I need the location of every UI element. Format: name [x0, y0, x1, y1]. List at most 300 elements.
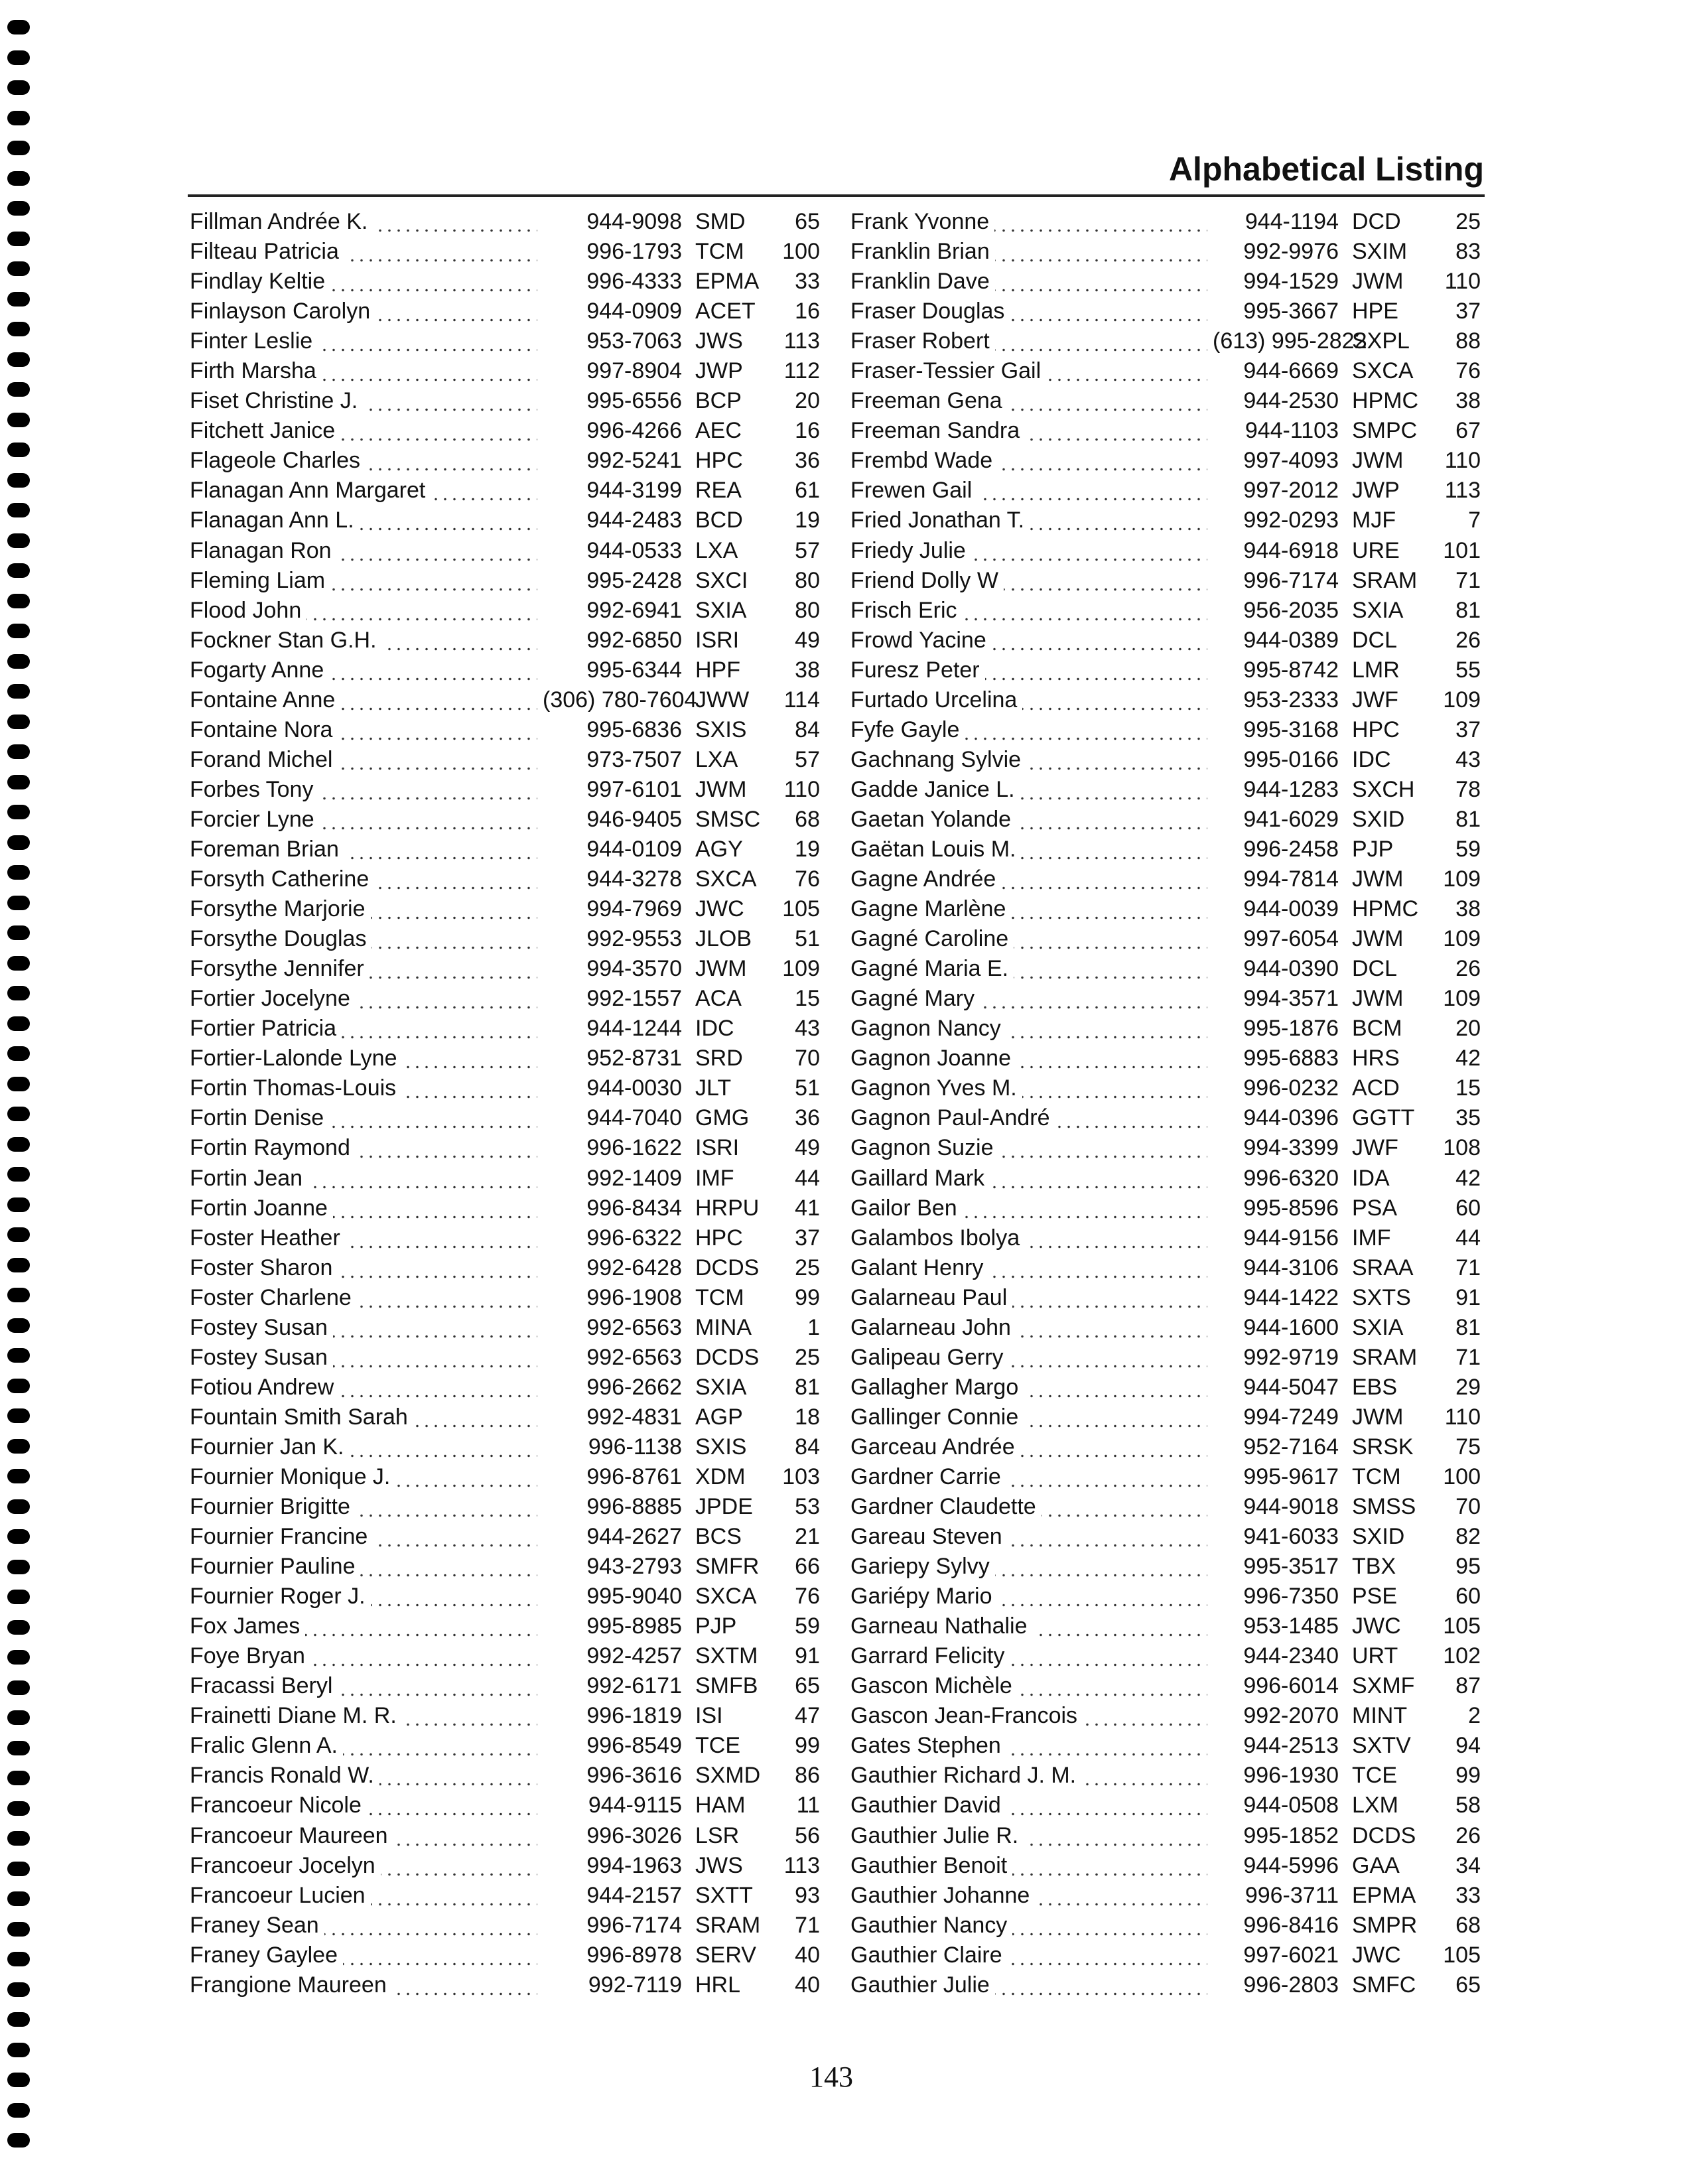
entry-name: Gachnang Sylvie	[850, 747, 1207, 773]
entry-number: 66	[795, 1554, 820, 1580]
listing-row	[190, 328, 820, 358]
entry-number: 67	[1455, 418, 1481, 444]
entry-code: HPC	[695, 448, 743, 474]
entry-code: JWS	[695, 328, 743, 354]
listing-row	[850, 687, 1481, 717]
entry-name: Freeman Sandra	[850, 418, 1207, 444]
binding-hole	[7, 1620, 30, 1635]
listing-row	[850, 1135, 1481, 1165]
entry-name: Flanagan Ann L.	[190, 508, 537, 533]
entry-number: 47	[795, 1703, 820, 1729]
entry-phone: 944-9098	[586, 209, 682, 234]
entry-code: JWC	[1352, 1942, 1401, 1968]
binding-hole	[7, 563, 30, 578]
entry-phone: 992-6171	[586, 1673, 682, 1699]
listing-row	[190, 1584, 820, 1613]
entry-phone: 996-8434	[586, 1195, 682, 1221]
page-number: 143	[809, 2061, 853, 2093]
entry-number: 81	[795, 1374, 820, 1400]
listing-row	[850, 1464, 1481, 1494]
listing-row	[850, 1584, 1481, 1613]
entry-number: 91	[1455, 1284, 1481, 1310]
listing-row	[190, 1016, 820, 1046]
entry-code: DCDS	[695, 1344, 760, 1370]
listing-row	[850, 538, 1481, 568]
entry-code: SXID	[1352, 1524, 1405, 1550]
entry-number: 55	[1455, 657, 1481, 683]
entry-phone: 944-5996	[1243, 1852, 1339, 1878]
entry-phone: 995-8742	[1243, 657, 1339, 683]
binding-hole	[7, 111, 30, 125]
binding-hole	[7, 594, 30, 608]
entry-name: Gagné Mary	[850, 986, 1207, 1012]
binding-hole	[7, 1016, 30, 1031]
entry-number: 71	[1455, 1344, 1481, 1370]
entry-name: Gauthier Benoit	[850, 1853, 1207, 1879]
entry-number: 34	[1455, 1852, 1481, 1878]
entry-name: Gagnon Paul-André	[850, 1105, 1207, 1131]
entry-code: SMSC	[695, 806, 761, 832]
entry-number: 99	[795, 1733, 820, 1759]
entry-number: 16	[795, 418, 820, 444]
entry-name: Finter Leslie	[190, 328, 537, 354]
listing-row	[850, 478, 1481, 508]
entry-phone: 994-3570	[586, 956, 682, 982]
binding-hole	[7, 50, 30, 65]
entry-name: Fountain Smith Sarah	[190, 1404, 537, 1430]
listing-row	[850, 1195, 1481, 1225]
entry-code: SXCA	[1352, 358, 1414, 384]
entry-number: 38	[795, 657, 820, 683]
entry-name: Gates Stephen	[850, 1733, 1207, 1759]
entry-code: SXIS	[695, 717, 747, 742]
entry-number: 83	[1455, 239, 1481, 265]
entry-code: MJF	[1352, 508, 1396, 533]
listing-row	[190, 1733, 820, 1763]
listing-row	[190, 1225, 820, 1255]
entry-code: LXM	[1352, 1793, 1398, 1818]
entry-name: Gauthier Julie	[850, 1972, 1207, 1998]
entry-name: Forsyth Catherine	[190, 866, 537, 892]
entry-name: Foster Heather	[190, 1225, 537, 1251]
entry-code: GMG	[695, 1105, 750, 1131]
entry-phone: 992-9976	[1243, 239, 1339, 265]
entry-number: 25	[795, 1255, 820, 1280]
listing-row	[190, 1315, 820, 1345]
entry-number: 25	[795, 1344, 820, 1370]
entry-name: Fyfe Gayle	[850, 717, 1207, 743]
entry-phone: 997-8904	[586, 358, 682, 384]
entry-number: 59	[795, 1613, 820, 1639]
binding-hole	[7, 232, 30, 246]
entry-phone: 992-6941	[586, 597, 682, 623]
entry-name: Frewen Gail	[850, 478, 1207, 504]
entry-name: Forsythe Jennifer	[190, 956, 537, 982]
entry-code: JWF	[1352, 687, 1398, 713]
entry-name: Gallagher Margo	[850, 1375, 1207, 1400]
entry-number: 76	[795, 1584, 820, 1609]
entry-name: Gailor Ben	[850, 1195, 1207, 1221]
listing-row	[190, 209, 820, 239]
listing-row	[190, 657, 820, 687]
entry-number: 99	[1455, 1763, 1481, 1789]
entry-phone: 996-3616	[586, 1763, 682, 1789]
entry-number: 38	[1455, 388, 1481, 414]
entry-phone: 973-7507	[586, 746, 682, 772]
listing-row	[190, 299, 820, 328]
entry-name: Frowd Yacine	[850, 628, 1207, 653]
entry-phone: 996-4266	[586, 418, 682, 444]
entry-name: Flageole Charles	[190, 448, 537, 474]
entry-phone: 941-6029	[1243, 806, 1339, 832]
entry-code: SXIS	[695, 1434, 747, 1460]
entry-name: Fostey Susan	[190, 1345, 537, 1371]
listing-row	[190, 986, 820, 1016]
entry-number: 95	[1455, 1554, 1481, 1580]
entry-code: SMFC	[1352, 1972, 1416, 1998]
listing-row	[190, 1105, 820, 1135]
entry-name: Fraser Robert	[850, 328, 1207, 354]
entry-code: HPMC	[1352, 388, 1419, 414]
binding-hole	[7, 925, 30, 940]
entry-number: 42	[1455, 1165, 1481, 1191]
entry-code: EPMA	[695, 269, 760, 295]
entry-code: SXCH	[1352, 776, 1415, 802]
listing-row	[190, 1494, 820, 1524]
listing-row	[850, 1673, 1481, 1703]
binding-hole	[7, 654, 30, 669]
entry-code: PJP	[695, 1613, 737, 1639]
listing-row	[190, 1375, 820, 1404]
entry-number: 87	[1455, 1673, 1481, 1699]
entry-name: Fournier Francine	[190, 1524, 537, 1550]
entry-phone: 995-6344	[586, 657, 682, 683]
entry-code: JWS	[695, 1852, 743, 1878]
entry-phone: 992-2070	[1243, 1703, 1339, 1729]
entry-phone: 995-8985	[586, 1613, 682, 1639]
binding-hole	[7, 744, 30, 759]
entry-code: TBX	[1352, 1554, 1396, 1580]
listing-row	[850, 1255, 1481, 1285]
entry-phone: 992-6563	[586, 1344, 682, 1370]
entry-phone: 944-9115	[588, 1793, 682, 1818]
entry-name: Gauthier Julie R.	[850, 1823, 1207, 1849]
entry-number: 114	[783, 687, 820, 713]
binding-hole	[7, 1560, 30, 1574]
binding-hole	[7, 171, 30, 186]
entry-code: DCL	[1352, 956, 1398, 982]
entry-code: JWF	[1352, 1135, 1398, 1161]
entry-name: Gascon Michèle	[850, 1673, 1207, 1699]
entry-number: 57	[795, 746, 820, 772]
entry-number: 113	[783, 1852, 820, 1878]
entry-phone: 996-2662	[586, 1374, 682, 1400]
listing-row	[190, 1404, 820, 1434]
entry-number: 105	[1443, 1613, 1481, 1639]
entry-code: JWC	[695, 896, 744, 922]
binding-hole	[7, 1167, 30, 1182]
entry-phone: 994-3571	[1243, 986, 1339, 1012]
entry-name: Gauthier Johanne	[850, 1883, 1207, 1909]
entry-number: 76	[795, 866, 820, 892]
entry-code: SMFB	[695, 1673, 758, 1699]
entry-code: XDM	[695, 1464, 746, 1489]
entry-code: SXTM	[695, 1643, 758, 1669]
entry-name: Fortier Patricia	[190, 1016, 537, 1042]
entry-code: SMSS	[1352, 1494, 1416, 1520]
entry-phone: 996-1622	[586, 1135, 682, 1161]
entry-phone: 944-3106	[1243, 1255, 1339, 1280]
entry-code: HPF	[695, 657, 740, 683]
entry-name: Galant Henry	[850, 1255, 1207, 1281]
entry-phone: 944-0396	[1243, 1105, 1339, 1131]
listing-row	[850, 1853, 1481, 1883]
entry-phone: 995-3517	[1243, 1554, 1339, 1580]
entry-number: 113	[1444, 478, 1481, 504]
entry-name: Gardner Claudette	[850, 1494, 1207, 1520]
listing-row	[850, 448, 1481, 478]
entry-phone: 992-9719	[1243, 1344, 1339, 1370]
listing-row	[850, 1972, 1481, 2002]
entry-phone: 997-4093	[1243, 448, 1339, 474]
listing-row	[850, 837, 1481, 866]
entry-phone: 944-0533	[586, 537, 682, 563]
listing-row	[190, 568, 820, 598]
entry-phone: 944-7040	[586, 1105, 682, 1131]
entry-name: Francoeur Maureen	[190, 1823, 537, 1849]
entry-number: 84	[795, 1434, 820, 1460]
entry-phone: 953-1485	[1243, 1613, 1339, 1639]
entry-phone: 992-9553	[586, 926, 682, 952]
entry-name: Francoeur Nicole	[190, 1793, 537, 1818]
entry-name: Fortin Joanne	[190, 1195, 537, 1221]
entry-number: 99	[795, 1284, 820, 1310]
entry-phone: 996-1793	[586, 239, 682, 265]
entry-phone: 944-0508	[1243, 1793, 1339, 1818]
listing-row	[190, 239, 820, 269]
binding-hole	[7, 503, 30, 517]
entry-code: LXA	[695, 537, 738, 563]
entry-number: 51	[795, 926, 820, 952]
entry-number: 108	[1443, 1135, 1481, 1161]
listing-row	[190, 717, 820, 747]
entry-code: BCP	[695, 388, 742, 414]
spiral-binding	[5, 20, 32, 2163]
binding-hole	[7, 1529, 30, 1544]
entry-code: AGY	[695, 836, 743, 862]
listing-row	[190, 1943, 820, 1972]
entry-phone: 943-2793	[586, 1554, 682, 1580]
entry-phone: 995-2428	[586, 567, 682, 593]
entry-phone: 995-1876	[1243, 1016, 1339, 1042]
listing-row	[850, 328, 1481, 358]
entry-name: Foye Bryan	[190, 1643, 537, 1669]
entry-code: JPDE	[695, 1494, 753, 1520]
entry-phone: 995-9617	[1243, 1464, 1339, 1489]
entry-name: Frangione Maureen	[190, 1972, 537, 1998]
entry-number: 49	[795, 1135, 820, 1161]
entry-code: MINT	[1352, 1703, 1408, 1729]
entry-number: 58	[1455, 1793, 1481, 1818]
entry-phone: 944-2627	[586, 1524, 682, 1550]
entry-code: HRL	[695, 1972, 741, 1998]
entry-name: Forbes Tony	[190, 777, 537, 803]
binding-hole	[7, 533, 30, 548]
listing-row	[190, 1853, 820, 1883]
entry-name: Gagne Andrée	[850, 866, 1207, 892]
entry-number: 60	[1455, 1584, 1481, 1609]
entry-name: Gariépy Mario	[850, 1584, 1207, 1609]
entry-name: Gaetan Yolande	[850, 807, 1207, 833]
entry-phone: 995-8596	[1243, 1195, 1339, 1221]
entry-code: BCD	[695, 508, 743, 533]
binding-hole	[7, 1318, 30, 1333]
entry-name: Garneau Nathalie	[850, 1613, 1207, 1639]
entry-phone: 996-4333	[586, 269, 682, 295]
entry-number: 49	[795, 627, 820, 653]
entry-code: URE	[1352, 537, 1400, 563]
entry-phone: 997-6021	[1243, 1942, 1339, 1968]
entry-phone: 944-3199	[586, 478, 682, 504]
entry-phone: 946-9405	[586, 806, 682, 832]
entry-name: Garceau Andrée	[850, 1434, 1207, 1460]
entry-code: SRAM	[1352, 567, 1418, 593]
listing-row	[850, 1613, 1481, 1643]
entry-code: JWM	[1352, 986, 1404, 1012]
listing-row	[190, 1673, 820, 1703]
entry-code: GAA	[1352, 1852, 1400, 1878]
listing-row	[850, 1315, 1481, 1345]
entry-number: 11	[796, 1793, 820, 1818]
entry-code: SERV	[695, 1942, 756, 1968]
entry-number: 93	[795, 1882, 820, 1908]
entry-phone: 994-1529	[1243, 269, 1339, 295]
listing-row	[850, 1524, 1481, 1554]
entry-code: ACET	[695, 299, 756, 324]
entry-code: SXIA	[1352, 1314, 1404, 1340]
entry-name: Fortin Jean	[190, 1166, 537, 1192]
entry-number: 51	[795, 1075, 820, 1101]
header-rule	[188, 194, 1485, 197]
entry-number: 81	[1455, 806, 1481, 832]
entry-phone: 995-6883	[1243, 1046, 1339, 1071]
entry-name: Flood John	[190, 598, 537, 624]
binding-hole	[7, 261, 30, 276]
binding-hole	[7, 1499, 30, 1514]
left-column	[190, 209, 820, 2002]
entry-name: Franey Gaylee	[190, 1943, 537, 1968]
listing-row	[190, 1643, 820, 1673]
entry-number: 65	[795, 209, 820, 234]
entry-name: Francoeur Jocelyn	[190, 1853, 537, 1879]
binding-hole	[7, 805, 30, 819]
entry-code: TCM	[695, 239, 744, 265]
listing-row	[850, 777, 1481, 807]
listing-row	[850, 747, 1481, 777]
listing-row	[190, 1913, 820, 1943]
entry-number: 43	[795, 1016, 820, 1042]
binding-hole	[7, 473, 30, 488]
listing-row	[190, 628, 820, 657]
listing-row	[850, 1913, 1481, 1943]
entry-phone: 996-3711	[1245, 1882, 1339, 1908]
entry-number: 29	[1455, 1374, 1481, 1400]
entry-phone: 996-6320	[1243, 1165, 1339, 1191]
entry-name: Foster Sharon	[190, 1255, 537, 1281]
entry-name: Fracassi Beryl	[190, 1673, 537, 1699]
entry-number: 102	[1443, 1643, 1481, 1669]
entry-phone: 944-2513	[1243, 1733, 1339, 1759]
binding-hole	[7, 1408, 30, 1423]
entry-code: JWW	[695, 687, 750, 713]
entry-number: 56	[795, 1822, 820, 1848]
entry-name: Gardner Carrie	[850, 1464, 1207, 1490]
listing-row	[850, 1943, 1481, 1972]
entry-name: Fortier Jocelyne	[190, 986, 537, 1012]
entry-number: 100	[782, 239, 820, 265]
entry-phone: 944-0390	[1243, 956, 1339, 982]
entry-number: 65	[795, 1673, 820, 1699]
listing-row	[850, 388, 1481, 418]
entry-phone: 996-1138	[588, 1434, 682, 1460]
entry-code: SXIA	[695, 597, 747, 623]
entry-code: DCDS	[695, 1255, 760, 1280]
listing-row	[190, 777, 820, 807]
entry-name: Gagnon Joanne	[850, 1046, 1207, 1071]
entry-phone: 992-6850	[586, 627, 682, 653]
entry-code: HPMC	[1352, 896, 1419, 922]
entry-number: 68	[1455, 1912, 1481, 1938]
entry-number: 84	[795, 717, 820, 742]
entry-phone: 996-7174	[586, 1912, 682, 1938]
entry-code: SRSK	[1352, 1434, 1414, 1460]
entry-phone: 996-8549	[586, 1733, 682, 1759]
entry-code: SRD	[695, 1046, 743, 1071]
listing-row	[190, 508, 820, 537]
listing-row	[190, 1195, 820, 1225]
binding-hole	[7, 1650, 30, 1665]
entry-phone: 996-6014	[1243, 1673, 1339, 1699]
entry-code: LSR	[695, 1822, 740, 1848]
entry-code: IDC	[695, 1016, 734, 1042]
entry-phone: 995-3667	[1243, 299, 1339, 324]
entry-number: 1	[807, 1314, 820, 1340]
entry-code: JWM	[1352, 1404, 1404, 1430]
binding-hole	[7, 322, 30, 336]
binding-hole	[7, 624, 30, 638]
entry-name: Fournier Brigitte	[190, 1494, 537, 1520]
entry-phone: 944-2530	[1243, 388, 1339, 414]
entry-number: 26	[1455, 1822, 1481, 1848]
listing-row	[190, 1793, 820, 1822]
entry-number: 26	[1455, 956, 1481, 982]
listing-row	[190, 837, 820, 866]
entry-number: 41	[795, 1195, 820, 1221]
entry-name: Gagné Caroline	[850, 926, 1207, 952]
entry-number: 88	[1455, 328, 1481, 354]
entry-phone: 992-6428	[586, 1255, 682, 1280]
listing-row	[850, 1643, 1481, 1673]
listing-row	[850, 1554, 1481, 1584]
listing-row	[850, 896, 1481, 926]
entry-number: 40	[795, 1972, 820, 1998]
entry-phone: 952-7164	[1243, 1434, 1339, 1460]
listing-row	[850, 1434, 1481, 1464]
entry-code: JWM	[695, 776, 747, 802]
entry-number: 40	[795, 1942, 820, 1968]
entry-number: 15	[795, 986, 820, 1012]
entry-code: ACA	[695, 986, 742, 1012]
